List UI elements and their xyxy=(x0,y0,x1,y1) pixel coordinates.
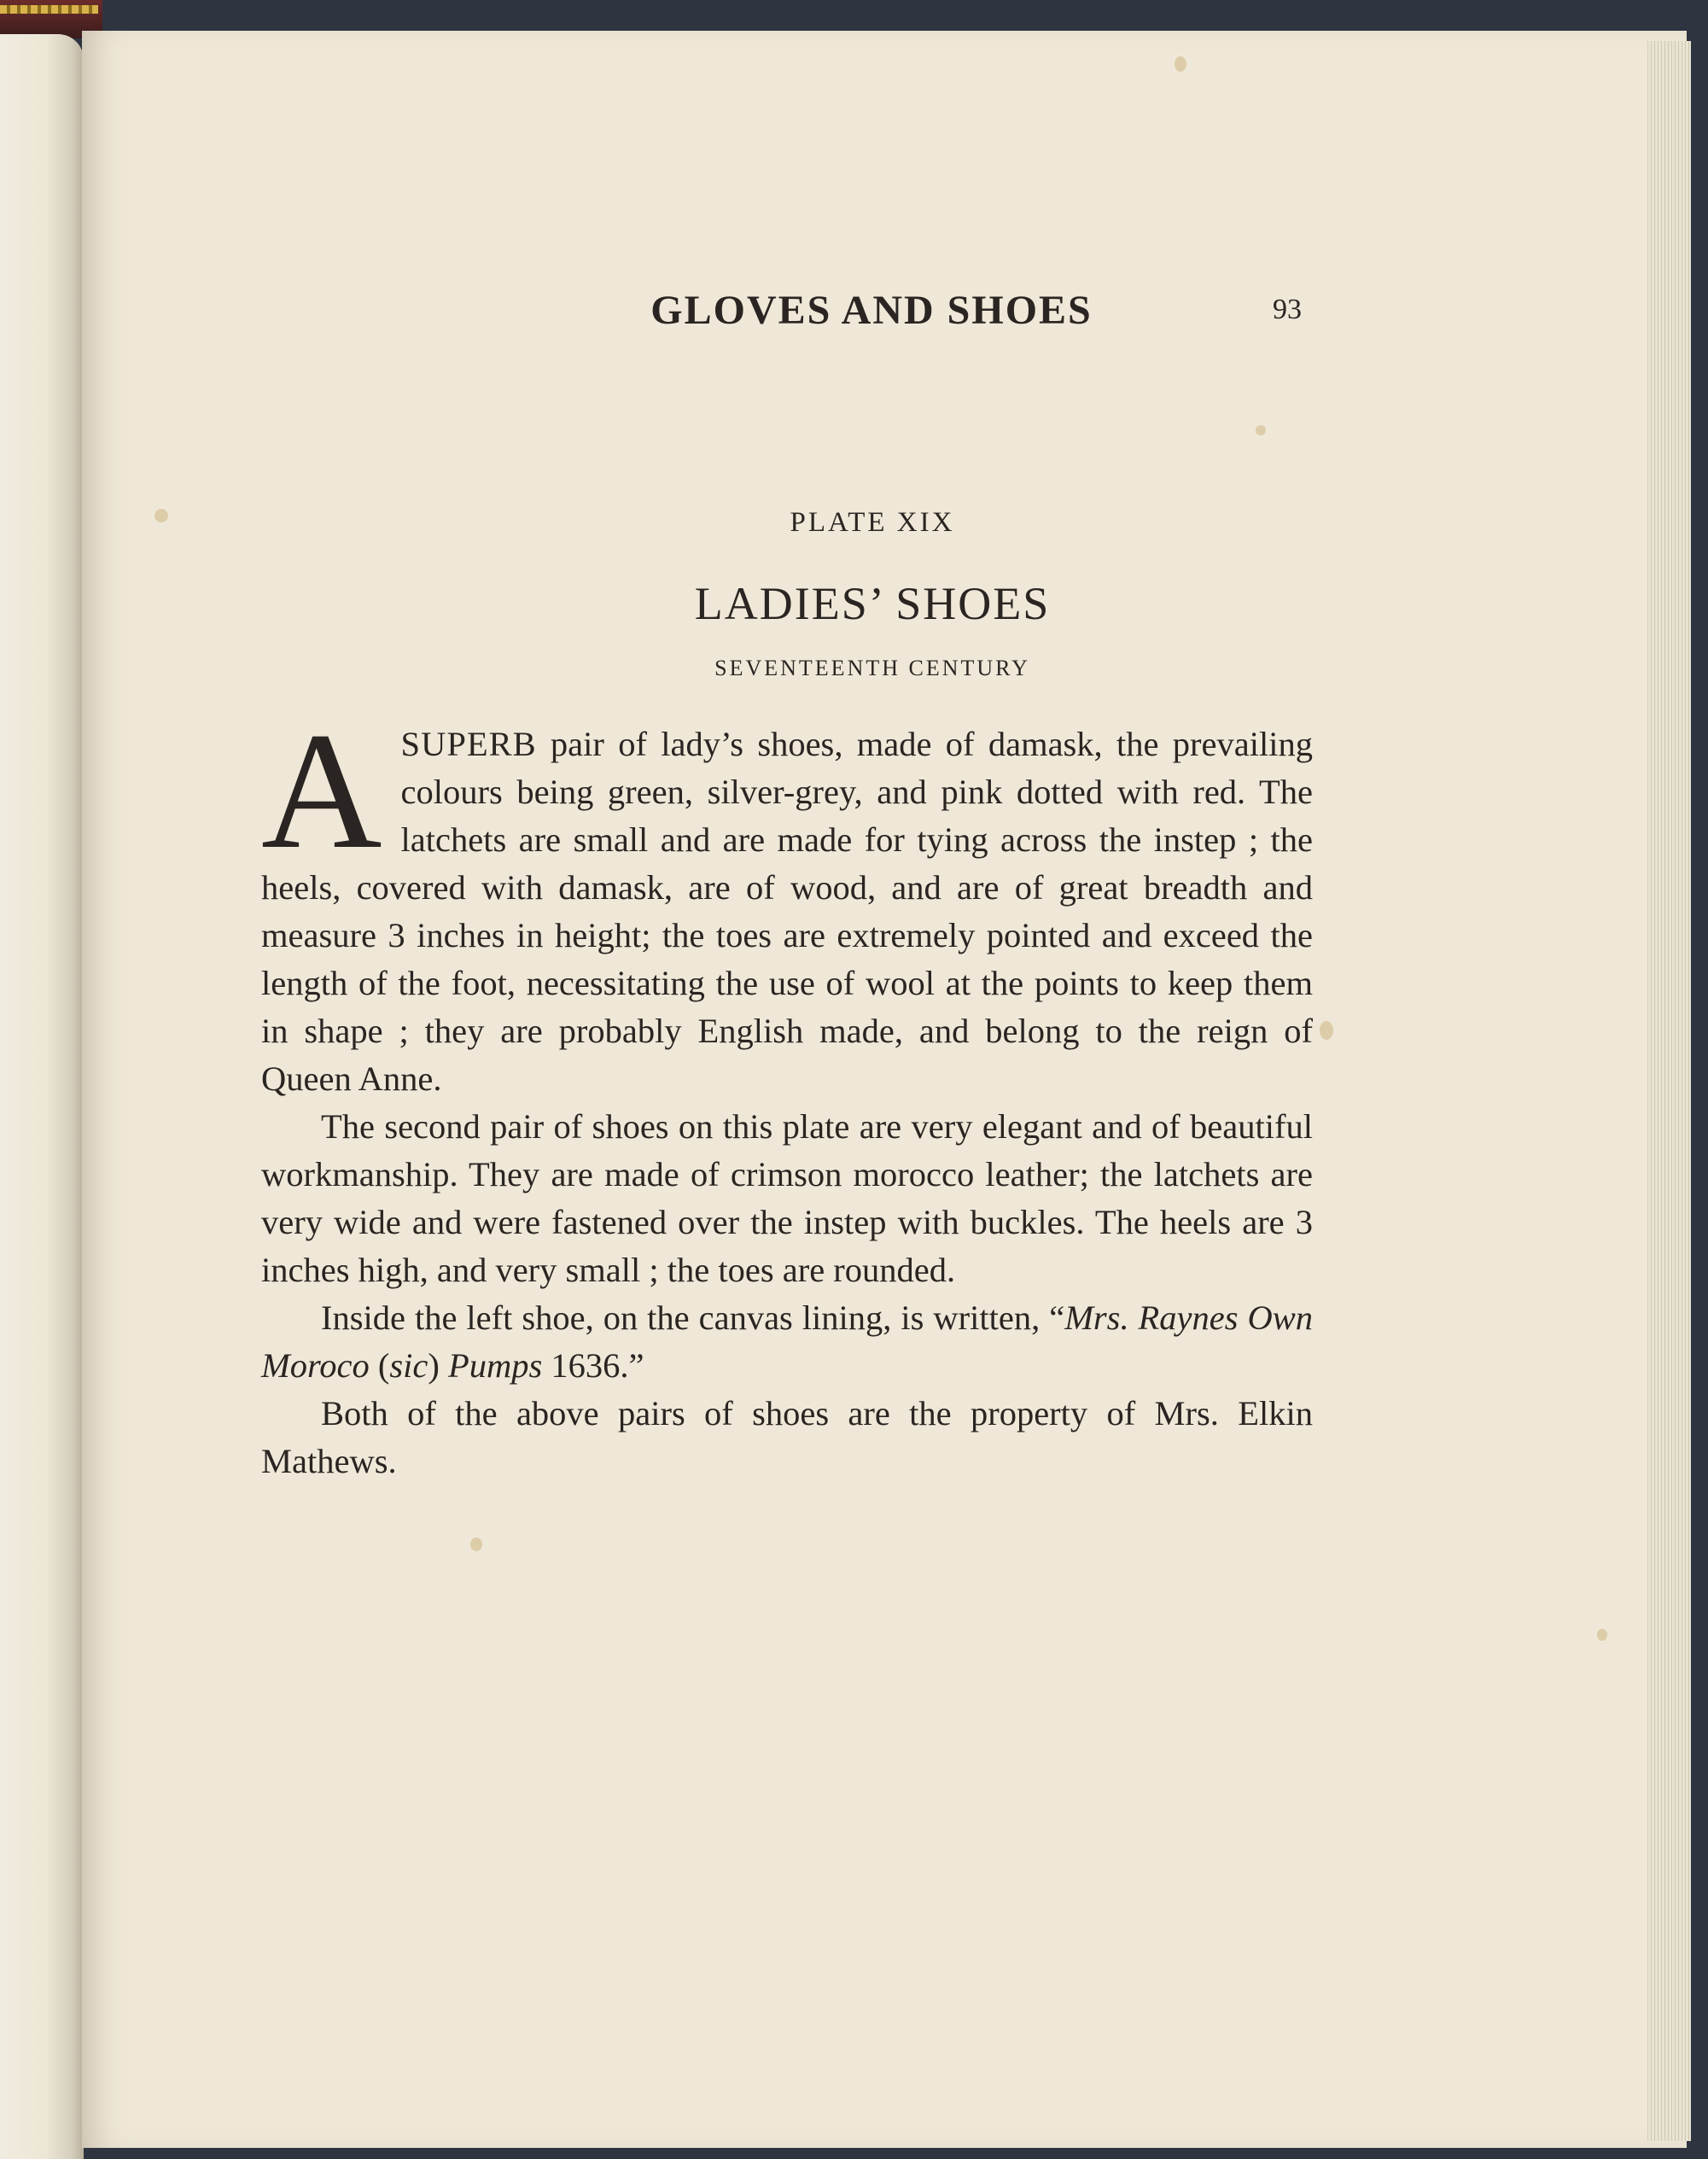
paragraph-4: Both of the above pairs of shoes are the property of Mrs. Elkin Mathews. xyxy=(261,1394,1313,1480)
paper-foxing-spot xyxy=(470,1538,482,1551)
paragraph-1-text: pair of lady’s shoes, made of damask, the prevailing colours being green, silver-grey, and pink dotted with red. The latchets are small and are made for tying across the instep ; the heels, covered with damask, are of wood, and are of great breadth and measure 3 inches in height; the toes are extremely pointed and exceed the length of the foot, necessitating the use of wool at the points to keep them in shape ; they are probably English made, and belong to the reign of Queen Anne. xyxy=(261,725,1313,1098)
p3-italic-pumps: Pumps xyxy=(447,1346,543,1385)
book-page xyxy=(82,31,1687,2148)
p3-text-after: 1636.” xyxy=(542,1346,644,1385)
paragraph-3 xyxy=(261,1294,1313,1390)
p3-text-middle2: ) xyxy=(428,1346,448,1385)
article-subtitle: SEVENTEENTH CENTURY xyxy=(714,656,1030,680)
paper-foxing-spot xyxy=(1256,425,1266,435)
paper-foxing-spot xyxy=(1320,1021,1333,1040)
body-text xyxy=(261,698,1313,1485)
running-title: GLOVES AND SHOES xyxy=(650,288,1093,333)
p3-italic-inscription: Mrs. Raynes Own Moroco xyxy=(261,1298,1313,1385)
p3-text-before: Inside the left shoe, on the canvas lining, is written, “ xyxy=(321,1298,1065,1337)
p3-italic-sic: sic xyxy=(389,1346,428,1385)
drop-cap: A xyxy=(261,698,382,884)
plate-label: PLATE XIX xyxy=(790,507,955,538)
paper-foxing-spot xyxy=(1175,56,1186,72)
paragraph-1 xyxy=(261,698,1313,1103)
left-facing-page xyxy=(0,34,84,2159)
p3-text-middle: ( xyxy=(369,1346,390,1385)
page-number: 93 xyxy=(1273,294,1302,325)
article-title: LADIES’ SHOES xyxy=(694,578,1051,629)
lead-word: SUPERB xyxy=(400,725,537,763)
page-block-edge xyxy=(1647,41,1691,2141)
paragraph-2: The second pair of shoes on this plate are very elegant and of beautiful workmanship. They are made of crimson morocco leather; the latchets are very wide and were fastened over the instep with buckles. The heels are 3 inches high, and very small ; the toes are rounded. xyxy=(261,1107,1313,1289)
paper-foxing-spot xyxy=(1597,1629,1607,1641)
